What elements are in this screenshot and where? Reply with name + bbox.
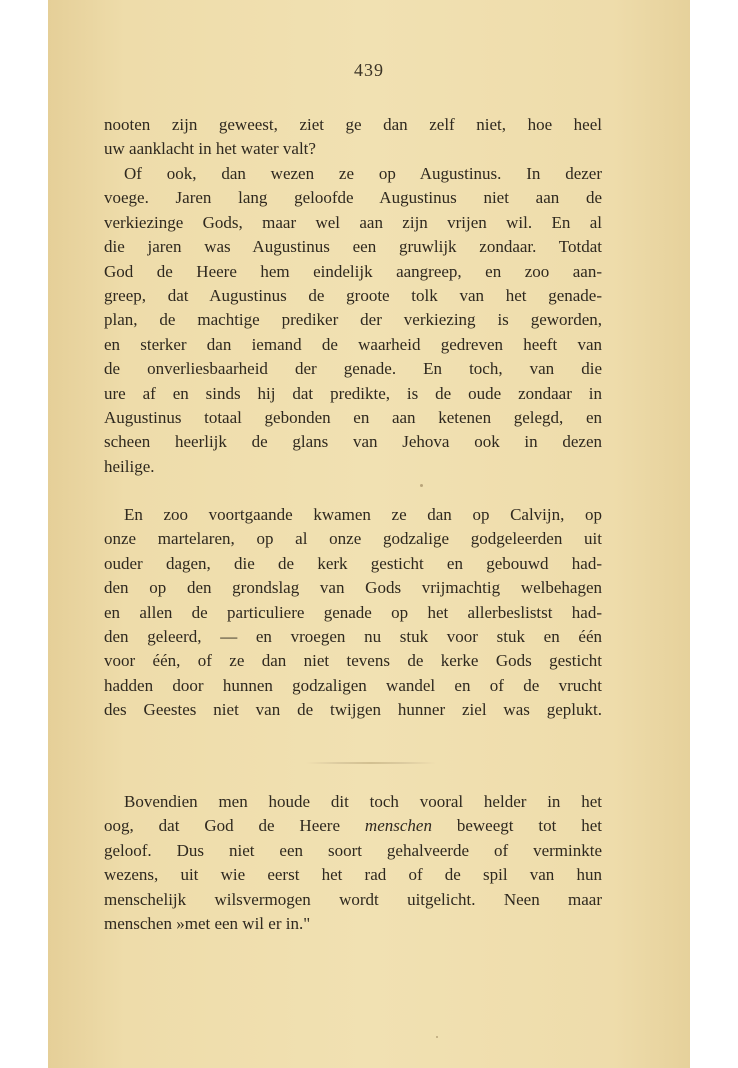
text-line: en sterker dan iemand de waarheid gedreven heeft van [104,334,602,354]
text-line: Of ook, dan wezen ze op Augustinus. In dezer [124,164,602,183]
text-line: Augustinus totaal gebonden en aan ketenen gelegd, en [104,408,602,428]
text-line: plan, de machtige prediker der verkiezing is geworden, [104,310,602,330]
text-line: hadden door hunnen godzaligen wandel en of de vrucht [104,675,602,695]
text-line: God de Heere hem eindelijk aangreep, en zoo aan- [104,261,602,281]
text-line: heilige. [104,456,155,476]
text-line: voege. Jaren lang geloofde Augustinus niet aan de [104,188,602,208]
text-segment: beweegt tot het [431,816,602,836]
paragraph-augustinus [104,162,602,479]
text-line: uw aanklacht in het water valt? [104,139,316,159]
text-line: verkiezinge Gods, maar wel aan zijn vrijen wil. En al [104,212,602,232]
paragraph-bovendien [104,790,602,936]
text-segment: oog, dat God de Heere [104,816,365,836]
text-line: menschelijk wilsvermogen wordt uitgelicht. Neen maar [104,889,602,909]
text-line-with-emphasis [104,814,602,838]
text-line: ure af en sinds hij dat predikte, is de oude zondaar in [104,383,602,403]
text-line: den op den grondslag van Gods vrijmachtig welbehagen [104,578,602,598]
text-line: de onverliesbaarheid der genade. En toch, van die [104,359,602,379]
text-line: ouder dagen, die de kerk gesticht en gebouwd had- [104,553,602,573]
text-line: geloof. Dus niet een soort gehalveerde of verminkte [104,840,602,860]
emphasis-menschen: menschen [364,816,432,836]
book-page [48,0,690,1068]
text-line: onze martelaren, op al onze godzalige godgeleerden uit [104,529,602,549]
text-line: voor één, of ze dan niet tevens de kerke Gods gesticht [104,651,602,671]
text-line: en allen de particuliere genade op het allerbeslistst had- [104,602,602,622]
section-divider [306,762,436,764]
text-line: greep, dat Augustinus de groote tolk van het genade- [104,286,602,306]
text-line: des Geestes niet van de twijgen hunner ziel was geplukt. [104,700,602,720]
text-line: scheen heerlijk de glans van Jehova ook in dezen [104,432,602,452]
paragraph-continuation [104,113,602,162]
paper-speck [420,484,423,487]
text-line: nooten zijn geweest, ziet ge dan zelf niet, hoe heel [104,115,602,134]
text-line: menschen »met een wil er in." [104,914,311,934]
text-line: wezens, uit wie eerst het rad of de spil van hun [104,865,602,885]
paragraph-calvijn [104,503,602,723]
paper-speck [436,1036,438,1038]
text-line: En zoo voortgaande kwamen ze dan op Calvijn, op [124,505,602,524]
page-number: 439 [354,60,384,80]
text-line: die jaren was Augustinus een gruwlijk zondaar. Totdat [104,237,602,257]
text-line: den geleerd, — en vroegen nu stuk voor stuk en één [104,627,602,647]
text-line: Bovendien men houde dit toch vooral helder in het [124,792,602,811]
